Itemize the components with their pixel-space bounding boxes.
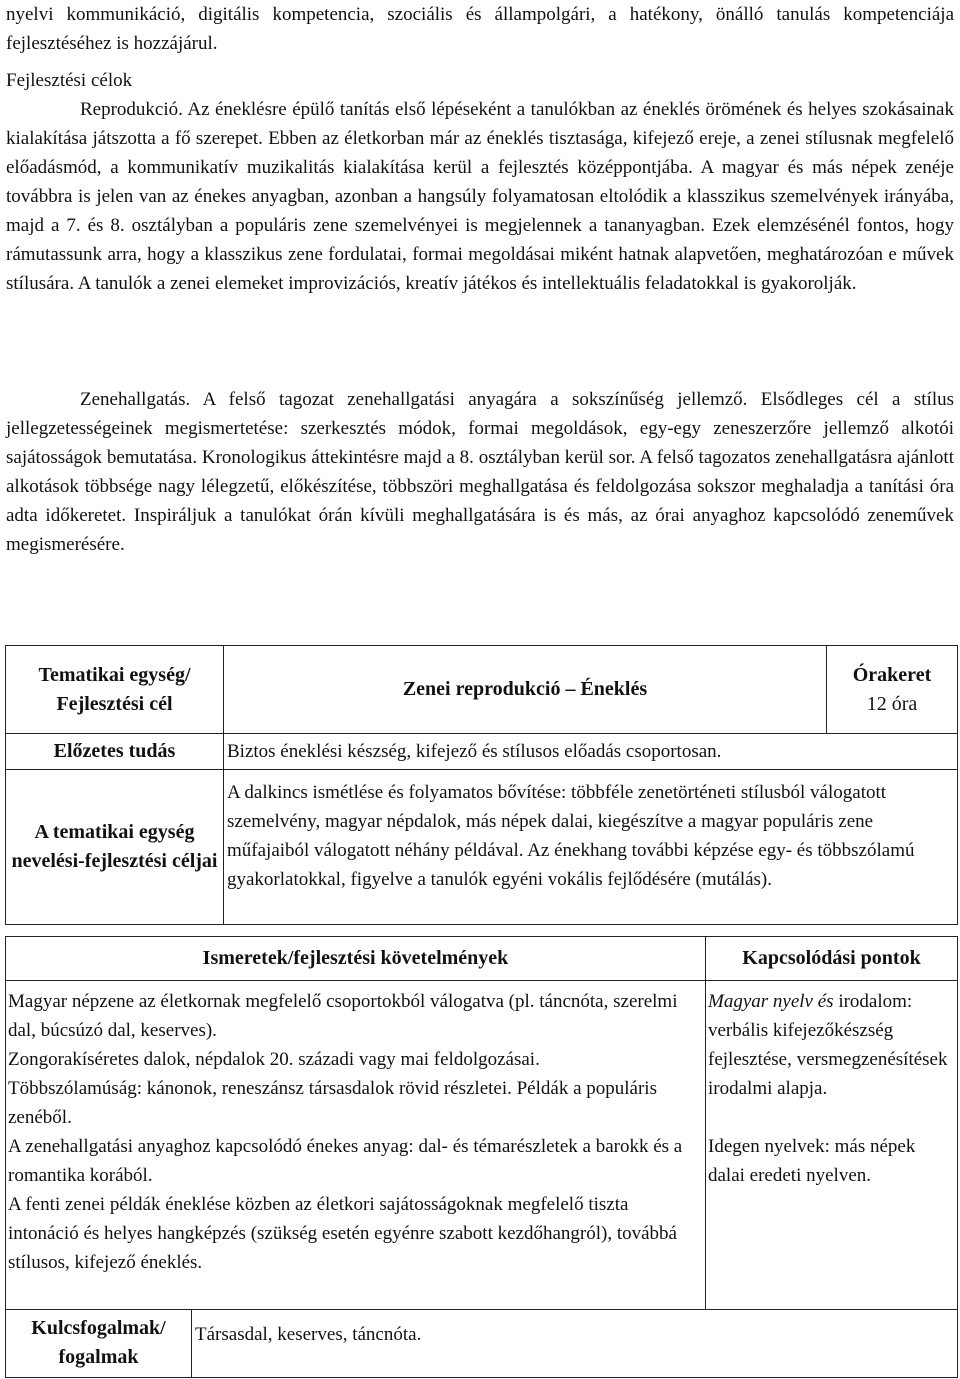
links-header: Kapcsolódási pontok bbox=[706, 937, 958, 981]
unit-label-cell bbox=[6, 646, 224, 734]
requirement-item: Zongorakíséretes dalok, népdalok 20. századi vagy mai feldolgozásai. bbox=[8, 1049, 540, 1070]
requirement-item: A zenehallgatási anyaghoz kapcsolódó énekes anyag: dal- és témarészletek a barokk és a romantika korából. bbox=[8, 1136, 683, 1186]
unit-title-cell bbox=[224, 646, 827, 734]
unit-label-line1: Tematikai egység/ bbox=[38, 663, 191, 686]
unit-table bbox=[5, 645, 958, 925]
requirements-cell bbox=[6, 981, 706, 1310]
prior-knowledge-text: Biztos éneklési készség, kifejező és stílusos előadás csoportosan. bbox=[224, 734, 958, 770]
section-title: Fejlesztési célok bbox=[6, 70, 133, 91]
requirements-table bbox=[5, 936, 958, 1310]
requirements-header: Ismeretek/fejlesztési követelmények bbox=[6, 937, 706, 981]
requirement-item: Magyar népzene az életkornak megfelelő csoportokból válogatva (pl. táncnóta, szerelmi dal, búcsúzó dal, keserves). bbox=[8, 991, 678, 1041]
intro-continuation: nyelvi kommunikáció, digitális kompetencia, szociális és állampolgári, a hatékony, önálló tanulás kompetenciája fejlesztéséhez is hozzájárul. bbox=[6, 4, 954, 54]
paragraph-reproduction bbox=[6, 95, 954, 298]
reproduction-text: Az éneklésre épülő tanítás első lépéseként a tanulókban az éneklés örömének és helyes szokásainak kialakítása játszotta a fő szerepet. Ebben az életkorban már az éneklés tisztasága, kifejező ereje, a zenei stílusnak megfelelő előadásmód, a kommunikatív muzikalitás kialakítása kerül a fejlesztés középpontjába. A magyar és más népek zenéje továbbra is jelen van az énekes anyagban, azonban a hangsúly folyamatosan eltolódik a klasszikus szemelvények irányába, majd a 7. és 8. osztályban a populáris zene szemelvényei is megjelennek a tananyagban. Ezek elemzésénél fontos, hogy rámutassunk arra, hogy a klasszikus zene fordulatai, formai megoldásai miként hatnak alapvetően, meghatározóan e művek stílusára. A tanulók a zenei elemeket improvizációs, kreatív játékos és intellektuális feladatokkal is gyakorolják. bbox=[6, 99, 954, 294]
links-languages: Idegen nyelvek: más népek dalai eredeti nyelven. bbox=[708, 1136, 916, 1186]
links-literature bbox=[708, 987, 955, 1103]
goals-text: A dalkincs ismétlése és folyamatos bővítése: többféle zenetörténeti stílusból válogatott szemelvény, magyar népdalok, más népek dalai, kiegészítve a magyar populáris zene műfajaiból válogatott néhány példával. Az énekhang további képzése egy- és többszólamú gyakorlatokkal, figyelve a tanulók egyéni vokális fejlődésére (mutálás). bbox=[224, 770, 958, 925]
reproduction-lead: Reprodukció. bbox=[80, 99, 183, 120]
goals-label: A tematikai egység nevelési-fejlesztési céljai bbox=[6, 770, 224, 925]
links-cell bbox=[706, 981, 958, 1310]
unit-label-line2: Fejlesztési cél bbox=[56, 692, 173, 715]
keywords-label: Kulcsfogalmak/ fogalmak bbox=[6, 1310, 192, 1378]
links-literature-italic: Magyar nyelv és bbox=[708, 991, 834, 1012]
hours-label: Órakeret bbox=[852, 663, 932, 686]
paragraph-listening bbox=[6, 385, 954, 559]
prior-knowledge-label: Előzetes tudás bbox=[6, 734, 224, 770]
keywords-text: Társasdal, keserves, táncnóta. bbox=[192, 1310, 958, 1378]
listening-lead: Zenehallgatás. bbox=[80, 389, 191, 410]
hours-cell bbox=[827, 646, 958, 734]
keywords-table bbox=[5, 1309, 958, 1378]
listening-text: A felső tagozat zenehallgatási anyagára a sokszínűség jellemző. Elsődleges cél a stílus jellegzetességeinek megismertetése: szerkesztés módok, formai megoldások, egy-egy zeneszerzőre jellemző alkotói sajátosságok bemutatása. Kronologikus áttekintésre majd a 8. osztályban kerül sor. A felső tagozatos zenehallgatásra ajánlott alkotások többsége nagy lélegzetű, előkészítése, többszöri meghallgatása és feldolgozása sokszor meghaladja a tanítási óra adta időkeretet. Inspiráljuk a tanulókat órán kívüli meghallgatására is és más, az órai anyaghoz kapcsolódó zeneművek megismerésére. bbox=[6, 389, 954, 555]
requirement-item: A fenti zenei példák éneklése közben az életkori sajátosságoknak megfelelő tiszta intonáció és helyes hangképzés (szükség esetén egyénre szabott kezdőhangról), továbbá stílusos, kifejező éneklés. bbox=[8, 1194, 677, 1273]
hours-value: 12 óra bbox=[866, 692, 918, 715]
requirement-item: Többszólamúság: kánonok, reneszánsz társasdalok rövid részletei. Példák a populáris zenéből. bbox=[8, 1078, 657, 1128]
unit-title: Zenei reprodukció – Éneklés bbox=[402, 678, 648, 700]
links-literature-text: irodalom: verbális kifejezőkészség fejlesztése, versmegzenésítések irodalmi alapja. bbox=[708, 991, 948, 1099]
